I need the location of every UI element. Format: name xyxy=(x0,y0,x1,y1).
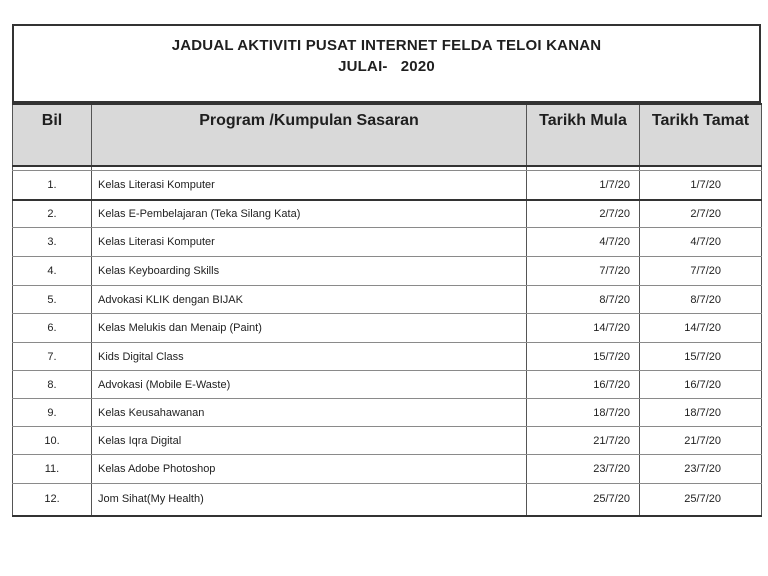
row-program-cell: Kelas Keusahawanan xyxy=(92,399,527,427)
row-tarikh-mula-cell: 16/7/20 xyxy=(527,371,640,399)
row-tarikh-mula-cell: 4/7/20 xyxy=(527,228,640,257)
row-program-cell: Kids Digital Class xyxy=(92,343,527,371)
row-tarikh-tamat-cell: 8/7/20 xyxy=(640,286,762,314)
row-tarikh-mula-cell: 23/7/20 xyxy=(527,455,640,484)
header-tarikh-tamat: Tarikh Tamat xyxy=(640,104,762,166)
table-header xyxy=(13,104,762,166)
row-program-cell: Kelas Literasi Komputer xyxy=(92,171,527,200)
row-bil-cell: 7. xyxy=(13,343,92,371)
row-program-cell: Advokasi (Mobile E-Waste) xyxy=(92,371,527,399)
table-row xyxy=(13,455,762,484)
row-tarikh-mula-cell: 25/7/20 xyxy=(527,484,640,516)
table-row xyxy=(13,484,762,516)
row-tarikh-mula-cell: 2/7/20 xyxy=(527,200,640,228)
row-program-cell: Jom Sihat(My Health) xyxy=(92,484,527,516)
table-row xyxy=(13,343,762,371)
row-program-cell: Kelas E-Pembelajaran (Teka Silang Kata) xyxy=(92,200,527,228)
row-tarikh-mula-cell: 21/7/20 xyxy=(527,427,640,455)
title-box xyxy=(12,24,761,103)
table-row xyxy=(13,371,762,399)
row-program-cell: Kelas Melukis dan Menaip (Paint) xyxy=(92,314,527,343)
table-body xyxy=(13,166,762,516)
row-tarikh-mula-cell: 18/7/20 xyxy=(527,399,640,427)
row-tarikh-mula-cell: 8/7/20 xyxy=(527,286,640,314)
row-bil-cell: 4. xyxy=(13,257,92,286)
row-tarikh-mula-cell: 14/7/20 xyxy=(527,314,640,343)
row-bil-cell: 12. xyxy=(13,484,92,516)
row-tarikh-tamat-cell: 21/7/20 xyxy=(640,427,762,455)
row-bil-cell: 11. xyxy=(13,455,92,484)
table-row xyxy=(13,427,762,455)
row-tarikh-mula-cell: 1/7/20 xyxy=(527,171,640,200)
header-bil: Bil xyxy=(13,104,92,166)
document-title: JADUAL AKTIVITI PUSAT INTERNET FELDA TELOI KANAN xyxy=(171,37,602,54)
row-bil-cell: 8. xyxy=(13,371,92,399)
row-program-cell: Kelas Iqra Digital xyxy=(92,427,527,455)
row-bil-cell: 2. xyxy=(13,200,92,228)
header-tarikh-mula: Tarikh Mula xyxy=(527,104,640,166)
row-tarikh-tamat-cell: 4/7/20 xyxy=(640,228,762,257)
row-tarikh-tamat-cell: 16/7/20 xyxy=(640,371,762,399)
row-program-cell: Kelas Literasi Komputer xyxy=(92,228,527,257)
row-tarikh-tamat-cell: 7/7/20 xyxy=(640,257,762,286)
row-program-cell: Kelas Adobe Photoshop xyxy=(92,455,527,484)
row-tarikh-tamat-cell: 23/7/20 xyxy=(640,455,762,484)
row-tarikh-tamat-cell: 14/7/20 xyxy=(640,314,762,343)
table-row xyxy=(13,171,762,200)
row-tarikh-mula-cell: 15/7/20 xyxy=(527,343,640,371)
row-tarikh-tamat-cell: 25/7/20 xyxy=(640,484,762,516)
row-bil-cell: 9. xyxy=(13,399,92,427)
row-program-cell: Kelas Keyboarding Skills xyxy=(92,257,527,286)
row-bil-cell: 6. xyxy=(13,314,92,343)
header-program: Program /Kumpulan Sasaran xyxy=(92,104,527,166)
table-row xyxy=(13,399,762,427)
schedule-document xyxy=(12,24,761,517)
row-tarikh-tamat-cell: 2/7/20 xyxy=(640,200,762,228)
row-program-cell: Advokasi KLIK dengan BIJAK xyxy=(92,286,527,314)
table-row xyxy=(13,314,762,343)
header-row xyxy=(13,104,762,166)
row-bil-cell: 3. xyxy=(13,228,92,257)
table-row xyxy=(13,200,762,228)
table-row xyxy=(13,257,762,286)
row-bil-cell: 1. xyxy=(13,171,92,200)
table-row xyxy=(13,228,762,257)
document-subtitle: JULAI- 2020 xyxy=(338,58,435,75)
row-bil-cell: 5. xyxy=(13,286,92,314)
schedule-table xyxy=(12,103,762,517)
row-bil-cell: 10. xyxy=(13,427,92,455)
table-row xyxy=(13,286,762,314)
row-tarikh-tamat-cell: 18/7/20 xyxy=(640,399,762,427)
row-tarikh-mula-cell: 7/7/20 xyxy=(527,257,640,286)
row-tarikh-tamat-cell: 15/7/20 xyxy=(640,343,762,371)
row-tarikh-tamat-cell: 1/7/20 xyxy=(640,171,762,200)
